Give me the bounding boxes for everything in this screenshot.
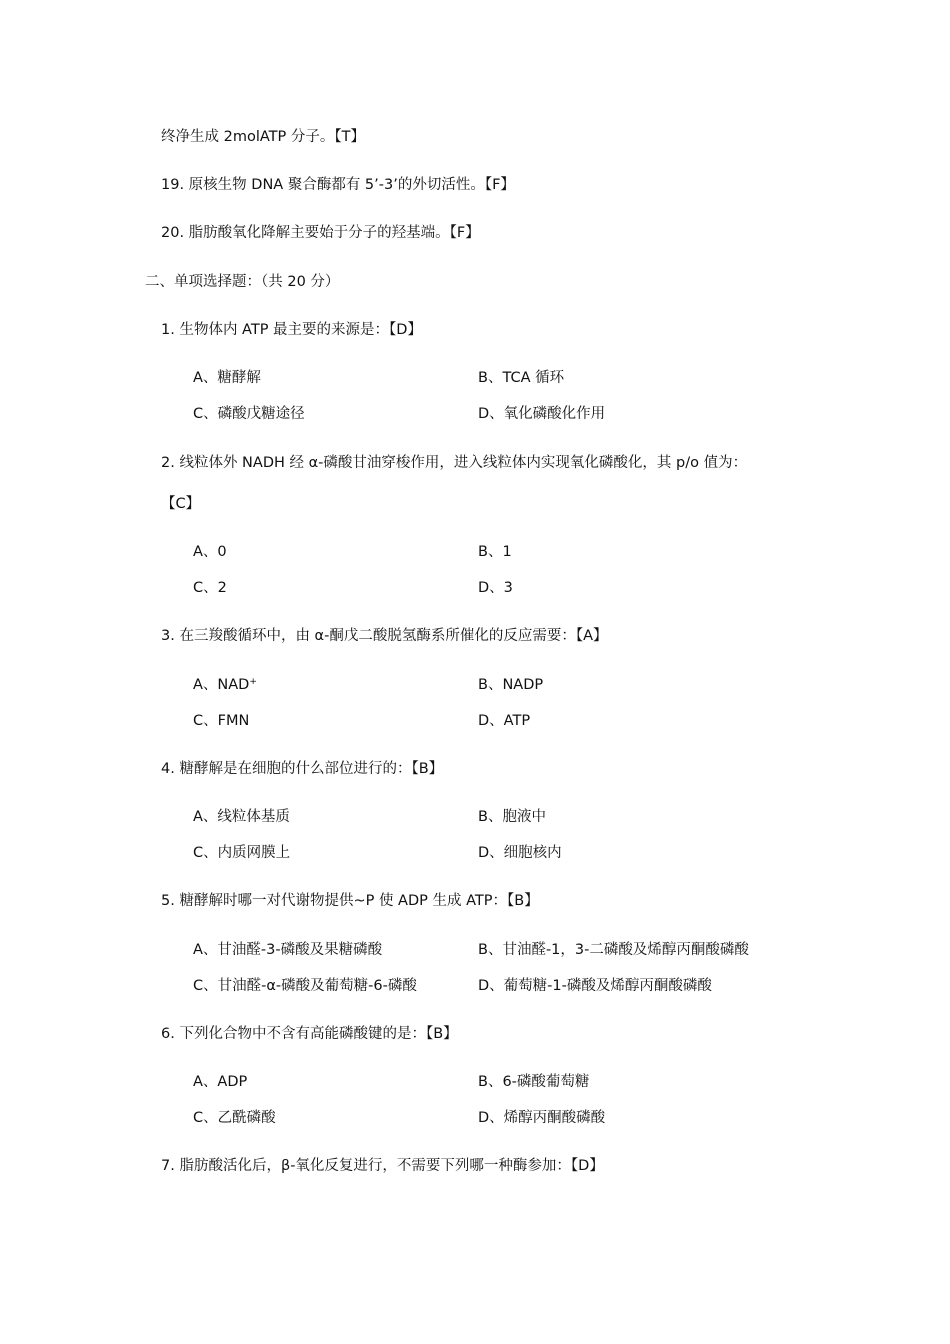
question-stem: 7. 脂肪酸活化后，β-氧化反复进行，不需要下列哪一种酶参加：【D】 (161, 1158, 604, 1174)
option-a: A、ADP (193, 1074, 248, 1090)
option-c: C、内质网膜上 (193, 845, 291, 861)
option-c: C、磷酸戊糖途径 (193, 406, 305, 422)
option-d: D、细胞核内 (478, 845, 562, 861)
option-c: C、乙酰磷酸 (193, 1110, 276, 1126)
question-stem-continuation: 【C】 (161, 496, 201, 512)
question-stem: 5. 糖酵解时哪一对代谢物提供~P 使 ADP 生成 ATP：【B】 (161, 893, 539, 909)
question-stem: 3. 在三羧酸循环中，由 α-酮戊二酸脱氢酶系所催化的反应需要：【A】 (161, 628, 608, 644)
option-a-text: A、NAD (193, 677, 250, 693)
option-d: D、烯醇丙酮酸磷酸 (478, 1110, 606, 1126)
option-b: B、甘油醛-1，3-二磷酸及烯醇丙酮酸磷酸 (478, 942, 749, 958)
option-b: B、胞液中 (478, 809, 546, 825)
option-b: B、TCA 循环 (478, 370, 565, 386)
text-line: 终净生成 2molATP 分子。【T】 (161, 129, 365, 145)
question-19: 19. 原核生物 DNA 聚合酶都有 5’-3’的外切活性。【F】 (161, 177, 515, 193)
question-20: 20. 脂肪酸氧化降解主要始于分子的羟基端。【F】 (161, 225, 480, 241)
option-c: C、FMN (193, 713, 250, 729)
option-d: D、3 (478, 580, 513, 596)
question-stem: 6. 下列化合物中不含有高能磷酸键的是：【B】 (161, 1026, 458, 1042)
question-stem: 1. 生物体内 ATP 最主要的来源是：【D】 (161, 322, 422, 338)
option-a: A、线粒体基质 (193, 809, 290, 825)
superscript-plus: + (249, 677, 257, 687)
option-b: B、NADP (478, 677, 544, 693)
option-c: C、甘油醛-α-磷酸及葡萄糖-6-磷酸 (193, 978, 417, 994)
option-c: C、2 (193, 580, 227, 596)
question-stem: 2. 线粒体外 NADH 经 α-磷酸甘油穿梭作用，进入线粒体内实现氧化磷酸化，其 p/o 值为： (161, 455, 748, 471)
option-a: A、糖酵解 (193, 370, 261, 386)
question-stem: 4. 糖酵解是在细胞的什么部位进行的：【B】 (161, 761, 444, 777)
option-a: A、0 (193, 544, 227, 560)
option-a: A、甘油醛-3-磷酸及果糖磷酸 (193, 942, 383, 958)
option-d: D、ATP (478, 713, 531, 729)
section-heading: 二、单项选择题：（共 20 分） (145, 274, 340, 290)
option-d: D、氧化磷酸化作用 (478, 406, 606, 422)
option-b: B、6-磷酸葡萄糖 (478, 1074, 590, 1090)
option-d: D、葡萄糖-1-磷酸及烯醇丙酮酸磷酸 (478, 978, 712, 994)
option-b: B、1 (478, 544, 512, 560)
option-a (193, 675, 257, 695)
